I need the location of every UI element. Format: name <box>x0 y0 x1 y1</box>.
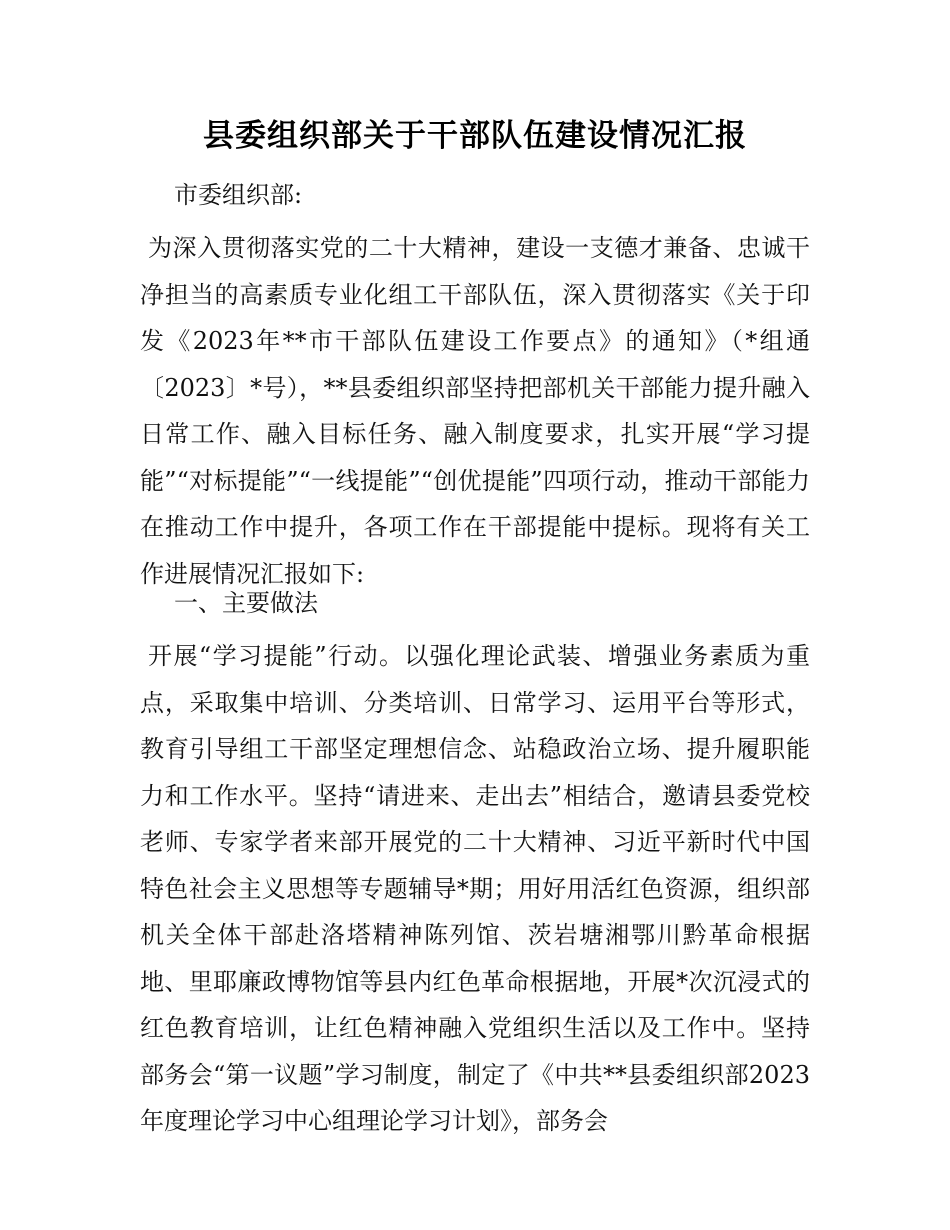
section-heading: 一、主要做法 <box>174 589 318 617</box>
intro-paragraph: 为深入贯彻落实党的二十大精神，建设一支德才兼备、忠诚干净担当的高素质专业化组工干部队伍，深入贯彻落实《关于印发《2023年**市干部队伍建设工作要点》的通知》（*组通〔2023〕*号），**县委组织部坚持把部机关干部能力提升融入日常工作、融入目标任务、融入制度要求，扎实开展“学习提能”“对标提能”“一线提能”“创优提能”四项行动，推动干部能力在推动工作中提升，各项工作在干部提能中提标。现将有关工作进展情况汇报如下: <box>140 234 810 588</box>
salutation: 市委组织部: <box>174 181 303 209</box>
body-paragraph: 开展“学习提能”行动。以强化理论武装、增强业务素质为重点，采取集中培训、分类培训、日常学习、运用平台等形式，教育引导组工干部坚定理想信念、站稳政治立场、提升履职能力和工作水平。坚持“请进来、走出去”相结合，邀请县委党校老师、专家学者来部开展党的二十大精神、习近平新时代中国特色社会主义思想等专题辅导*期；用好用活红色资源，组织部机关全体干部赴洛塔精神陈列馆、茨岩塘湘鄂川黔革命根据地、里耶廉政博物馆等县内红色革命根据地，开展*次沉浸式的红色教育培训，让红色精神融入党组织生活以及工作中。坚持部务会“第一议题”学习制度，制定了《中共**县委组织部2023年度理论学习中心组理论学习计划》，部务会 <box>140 642 810 1135</box>
document-title: 县委组织部关于干部队伍建设情况汇报 <box>203 118 747 154</box>
